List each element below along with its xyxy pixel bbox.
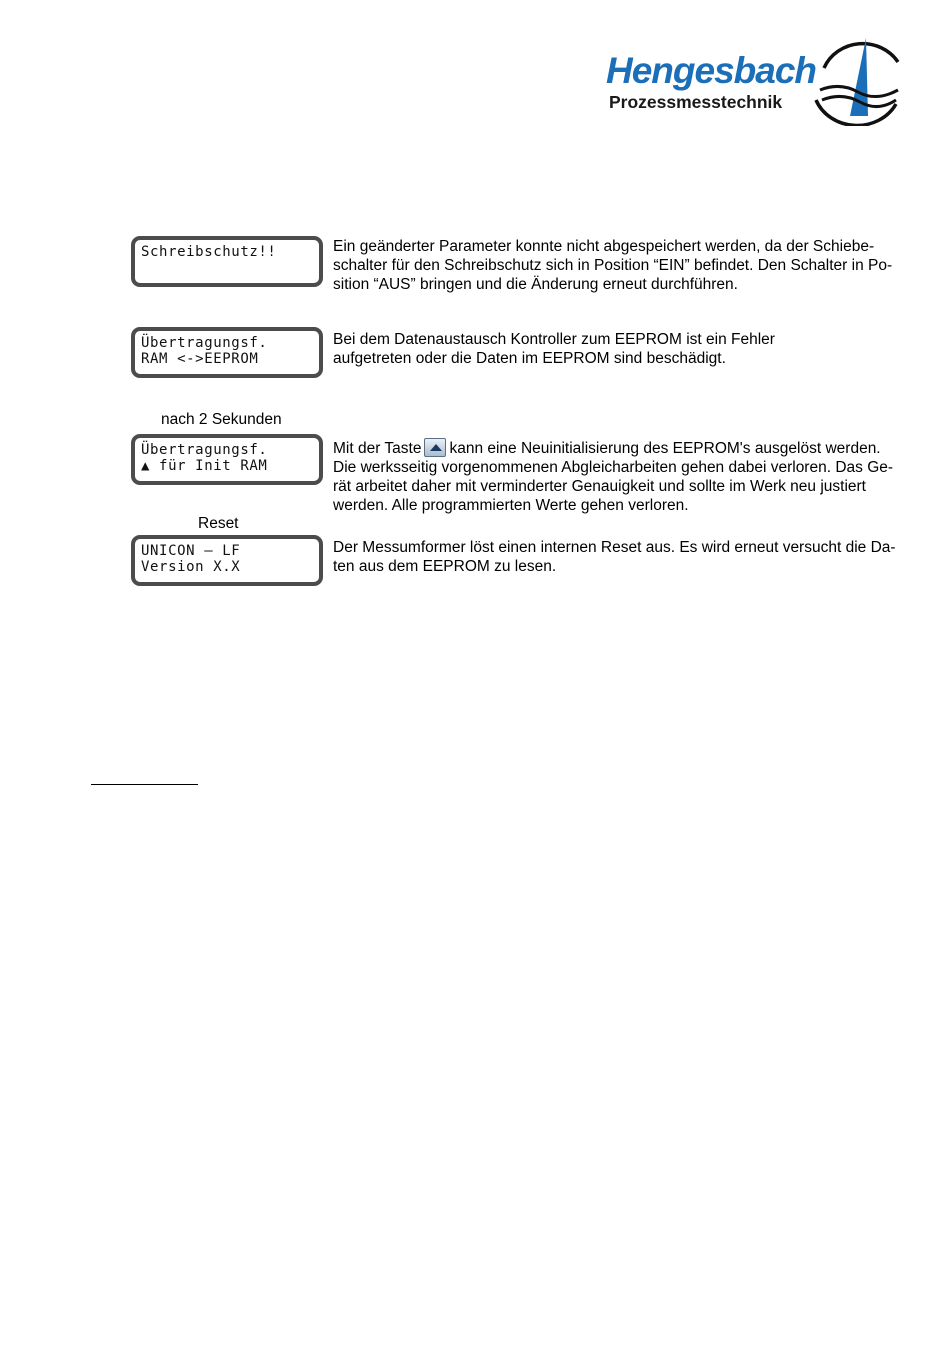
lcd-display-init-ram (131, 434, 323, 485)
lcd-line-1: Übertragungsf. (141, 442, 268, 458)
text-line: ten aus dem EEPROM zu lesen. (333, 558, 557, 575)
lcd-line-2: Version X.X (141, 559, 241, 575)
description-init-ram (333, 438, 929, 515)
text-line: Der Messumformer löst einen internen Reset aus. Es wird erneut versucht die Da- (333, 539, 896, 556)
hengesbach-logo (606, 30, 902, 126)
lcd-line-1: Übertragungsf. (141, 335, 268, 351)
text-line-with-key (333, 438, 929, 458)
lcd-line-2: RAM <->EEPROM (141, 351, 259, 367)
text-line: rät arbeitet daher mit verminderter Genauigkeit und sollte im Werk neu justiert (333, 478, 866, 495)
sail-emblem-icon (810, 30, 904, 126)
lcd-display-transfer-error (131, 327, 323, 378)
text-after-key: kann eine Neuinitialisierung des EEPROM's ausgelöst werden. (449, 440, 881, 457)
description-write-protect (333, 237, 929, 294)
footnote-divider (91, 784, 198, 785)
lcd-display-version (131, 535, 323, 586)
text-line: Ein geänderter Parameter konnte nicht abgespeichert werden, da der Schiebe- (333, 238, 875, 255)
text-line: sition “AUS” bringen und die Änderung erneut durchführen. (333, 276, 738, 293)
lcd-line-1: UNICON – LF (141, 543, 241, 559)
lcd-line-1: Schreibschutz!! (141, 244, 277, 260)
text-before-key: Mit der Taste (333, 440, 422, 457)
text-line: Die werksseitig vorgenommenen Abgleicharbeiten gehen dabei verloren. Das Ge- (333, 459, 894, 476)
lcd-line-2: ▲ für Init RAM (141, 458, 268, 474)
caption-reset: Reset (198, 515, 239, 532)
text-line: aufgetreten oder die Daten im EEPROM sind beschädigt. (333, 350, 726, 367)
description-reset (333, 538, 929, 576)
caption-after-2-seconds: nach 2 Sekunden (161, 411, 282, 428)
logo-brand-name: Hengesbach (606, 50, 817, 91)
text-line: Bei dem Datenaustausch Kontroller zum EEPROM ist ein Fehler (333, 331, 775, 348)
logo-tagline: Prozessmesstechnik (609, 92, 783, 112)
lcd-display-write-protect (131, 236, 323, 287)
text-line: werden. Alle programmierten Werte gehen verloren. (333, 497, 689, 514)
up-arrow-key-icon (424, 438, 446, 457)
text-line: schalter für den Schreibschutz sich in Position “EIN” befindet. Den Schalter in Po- (333, 257, 893, 274)
description-transfer-error (333, 330, 929, 368)
